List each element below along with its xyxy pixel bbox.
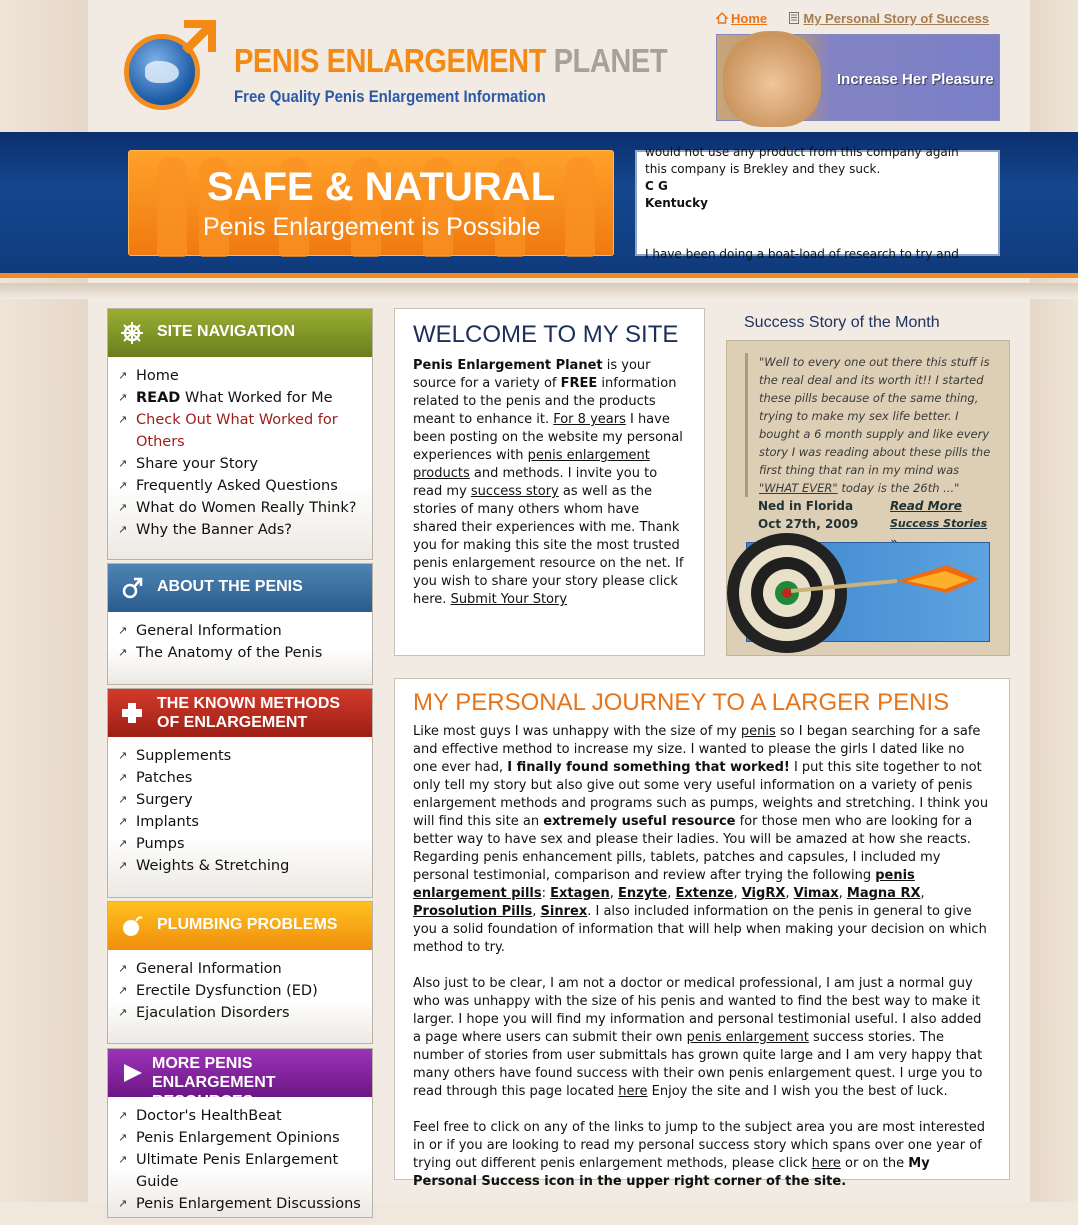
ship-wheel-icon	[120, 321, 144, 345]
band-shadow	[0, 283, 1078, 299]
testimonial-ticker[interactable]	[635, 145, 1000, 261]
more-resources-list	[108, 1097, 372, 1225]
here-link-2[interactable]: here	[811, 1156, 841, 1171]
nav-item-banner-ads[interactable]: ↗ Why the Banner Ads?	[136, 519, 372, 541]
about-penis-list	[108, 612, 372, 674]
more-resources-title: MORE PENIS ENLARGEMENT RESOURCES	[152, 1055, 276, 1110]
plumbing-problems-header	[108, 902, 372, 950]
dart-illustration	[747, 543, 991, 643]
success-story-box	[726, 340, 1010, 656]
success-stories-link[interactable]: Success Stories	[890, 517, 988, 530]
success-story-link[interactable]: success story	[470, 484, 559, 499]
plumbing-problems-box	[107, 901, 373, 1044]
nav-item-what-worked-others[interactable]: ↗ Check Out What Worked for Others	[136, 409, 372, 453]
site-navigation-box	[107, 308, 373, 560]
nav-item-plumbing-general[interactable]: ↗ General Information	[136, 958, 372, 980]
nav-item-pumps[interactable]: ↗ Pumps	[136, 833, 372, 855]
about-penis-title: ABOUT THE PENIS	[157, 578, 303, 595]
magna-rx-link[interactable]: Magna RX	[846, 886, 921, 901]
nav-item-faq[interactable]: ↗ Frequently Asked Questions	[136, 475, 372, 497]
nav-item-healthbeat[interactable]: ↗ Doctor's HealthBeat	[136, 1105, 372, 1127]
enzyte-link[interactable]: Enzyte	[618, 886, 668, 901]
nav-item-implants[interactable]: ↗ Implants	[136, 811, 372, 833]
site-navigation-header	[108, 309, 372, 357]
known-methods-title: THE KNOWN METHODS OF ENLARGEMENT	[157, 695, 341, 731]
hero-banner	[128, 150, 614, 256]
banner-ad-text: Increase Her Pleasure	[837, 71, 994, 88]
welcome-text: Penis Enlargement Planet is your source for a variety of FREE information related to the penis and the products meant to enhance it. For 8 years I have been posting on the website my personal experiences with penis enlargement products and methods. I invite you to read my success story as well as the stories of many others whom have shared their experiences with me. Thank you for making this site the most trusted penis enlargement resource on the net. If you wish to share your story please click here. Submit Your Story	[413, 358, 684, 607]
nav-item-ultimate-guide[interactable]: ↗ Ultimate Penis Enlargement Guide	[136, 1149, 372, 1193]
nav-item-opinions[interactable]: ↗ Penis Enlargement Opinions	[136, 1127, 372, 1149]
what-ever-link[interactable]: "WHAT EVER"	[759, 481, 838, 495]
silhouette-figure	[157, 157, 187, 257]
nav-item-women-think[interactable]: ↗ What do Women Really Think?	[136, 497, 372, 519]
document-icon	[788, 12, 800, 24]
penis-link[interactable]: penis	[740, 724, 776, 739]
about-penis-box	[107, 563, 373, 685]
logo-tagline: Free Quality Penis Enlargement Information	[234, 87, 546, 106]
success-byline	[758, 497, 994, 533]
site-header	[0, 0, 1078, 132]
hero-subline: Penis Enlargement is Possible	[203, 213, 541, 241]
top-links	[716, 11, 989, 26]
ticker-line: this company is Brekley and they suck.	[645, 162, 881, 176]
more-resources-header	[108, 1049, 372, 1110]
story-date: Oct 27th, 2009	[758, 517, 859, 531]
known-methods-header	[108, 689, 372, 737]
penis-enlargement-link[interactable]: penis enlargement	[686, 1030, 809, 1045]
male-symbol-icon	[120, 576, 144, 600]
play-arrow-icon	[120, 1061, 144, 1085]
woman-face-image	[723, 31, 821, 127]
nav-item-discussions[interactable]: ↗ Penis Enlargement Discussions	[136, 1193, 372, 1215]
ticker-name: C G	[645, 179, 668, 193]
story-author: Ned in Florida	[758, 499, 854, 513]
ticker-state: Kentucky	[645, 196, 708, 210]
nav-item-home[interactable]: ↗ Home	[136, 365, 372, 387]
welcome-title: WELCOME TO MY SITE	[413, 321, 679, 348]
site-navigation-list	[108, 357, 372, 551]
read-more-link[interactable]: Read More	[890, 499, 962, 513]
prosolution-link[interactable]: Prosolution Pills	[413, 904, 533, 919]
success-quote: "Well to every one out there this stuff is the real deal and its worth it!! I started these pills because of the same thing, trying to make my sex life better. I bought a 6 month supply and like every story I was reading about these pills the first thing that ran in my mind was "WHAT EVER" today is the 26th ..."	[745, 353, 995, 497]
silhouette-figure	[565, 157, 595, 257]
welcome-panel	[394, 308, 705, 656]
about-penis-header	[108, 564, 372, 612]
nav-item-surgery[interactable]: ↗ Surgery	[136, 789, 372, 811]
nav-item-anatomy[interactable]: ↗ The Anatomy of the Penis	[136, 642, 372, 664]
nav-item-ed[interactable]: ↗ Erectile Dysfunction (ED)	[136, 980, 372, 1002]
ticker-line: would not use any product from this company again	[645, 145, 959, 159]
journey-title: MY PERSONAL JOURNEY TO A LARGER PENIS	[413, 689, 950, 716]
ticker-line: I have been doing a boat-load of research to try and	[645, 247, 959, 261]
medical-cross-icon	[120, 701, 144, 725]
nav-item-weights[interactable]: ↗ Weights & Stretching	[136, 855, 372, 877]
nav-item-patches[interactable]: ↗ Patches	[136, 767, 372, 789]
logo-title[interactable]: PENIS ENLARGEMENT PLANET	[234, 42, 668, 79]
personal-story-link[interactable]: My Personal Story of Success	[803, 11, 990, 26]
known-methods-box	[107, 688, 373, 898]
banner-ad[interactable]	[716, 34, 1000, 121]
here-link[interactable]: here	[618, 1084, 648, 1099]
male-symbol-arrow-icon	[180, 16, 220, 56]
extenze-link[interactable]: Extenze	[675, 886, 734, 901]
hero-headline: SAFE & NATURAL	[207, 165, 556, 209]
vigrx-link[interactable]: VigRX	[741, 886, 786, 901]
home-icon	[716, 12, 728, 24]
known-methods-list	[108, 737, 372, 887]
extagen-link[interactable]: Extagen	[550, 886, 610, 901]
plumbing-problems-title: PLUMBING PROBLEMS	[157, 916, 338, 933]
journey-paragraph-3: Feel free to click on any of the links to jump to the subject area you are most interested in or if you are looking to read my personal success story which spans over one year of trying out different penis enlargement methods, please click here or on the My Personal Success icon in the upper right corner of the site.	[413, 1120, 986, 1189]
vimax-link[interactable]: Vimax	[793, 886, 839, 901]
nav-item-ejaculation[interactable]: ↗ Ejaculation Disorders	[136, 1002, 372, 1024]
for-8-years-link[interactable]: For 8 years	[553, 412, 626, 427]
nav-item-what-worked[interactable]: ↗ READ What Worked for Me	[136, 387, 372, 409]
nav-item-general-info[interactable]: ↗ General Information	[136, 620, 372, 642]
bomb-icon	[120, 914, 144, 938]
nav-item-share-story[interactable]: ↗ Share your Story	[136, 453, 372, 475]
site-navigation-title: SITE NAVIGATION	[157, 323, 296, 340]
journey-paragraph-2: Also just to be clear, I am not a doctor or medical professional, I am just a normal guy who was unhappy with the size of his penis and wanted to find the best way to make it larger. I hope you will find my information and personal testimonial useful. I also added a page where users can submit their own penis enlargement success stories. The number of stories from user submittals has grown quite large and I am very happy that many others have found success with their own penis enlargement quest. I urge you to read through this page located here Enjoy the site and I wish you the best of luck.	[413, 976, 983, 1099]
submit-story-link[interactable]: Submit Your Story	[450, 592, 568, 607]
home-link[interactable]: Home	[731, 11, 768, 26]
sinrex-link[interactable]: Sinrex	[540, 904, 588, 919]
success-story-title: Success Story of the Month	[744, 314, 940, 331]
plumbing-problems-list	[108, 950, 372, 1034]
products-link[interactable]: penis enlargement products	[413, 448, 650, 481]
pills-link[interactable]: penis enlargement pills	[413, 868, 915, 901]
more-resources-box	[107, 1048, 373, 1218]
journey-paragraph-1: Like most guys I was unhappy with the size of my penis so I began searching for a safe and effective method to increase my size. I wanted to please the girls I dated like no one ever had, I finally found something that worked! I put this site together to not only tell my story but also give out some very useful information on a variety of penis enlargement methods and programs such as pumps, weights and stretching. I think you will find this site an extremely useful resource for those men who are looking for a better way to have sex and please their ladies. You will be amazed at how she reacts. Regarding penis enhancement pills, tablets, patches and capsules, I included my personal testimonial, comparison and review after trying the following penis enlargement pills: Extagen, Enzyte, Extenze, VigRX, Vimax, Magna RX, Prosolution Pills, Sinrex. I also included information on the penis in general to give you a solid foundation of information that will help when making your decision on which method to try.	[413, 724, 989, 955]
nav-item-supplements[interactable]: ↗ Supplements	[136, 745, 372, 767]
dartboard-image	[746, 542, 990, 642]
journey-panel	[394, 678, 1010, 1189]
